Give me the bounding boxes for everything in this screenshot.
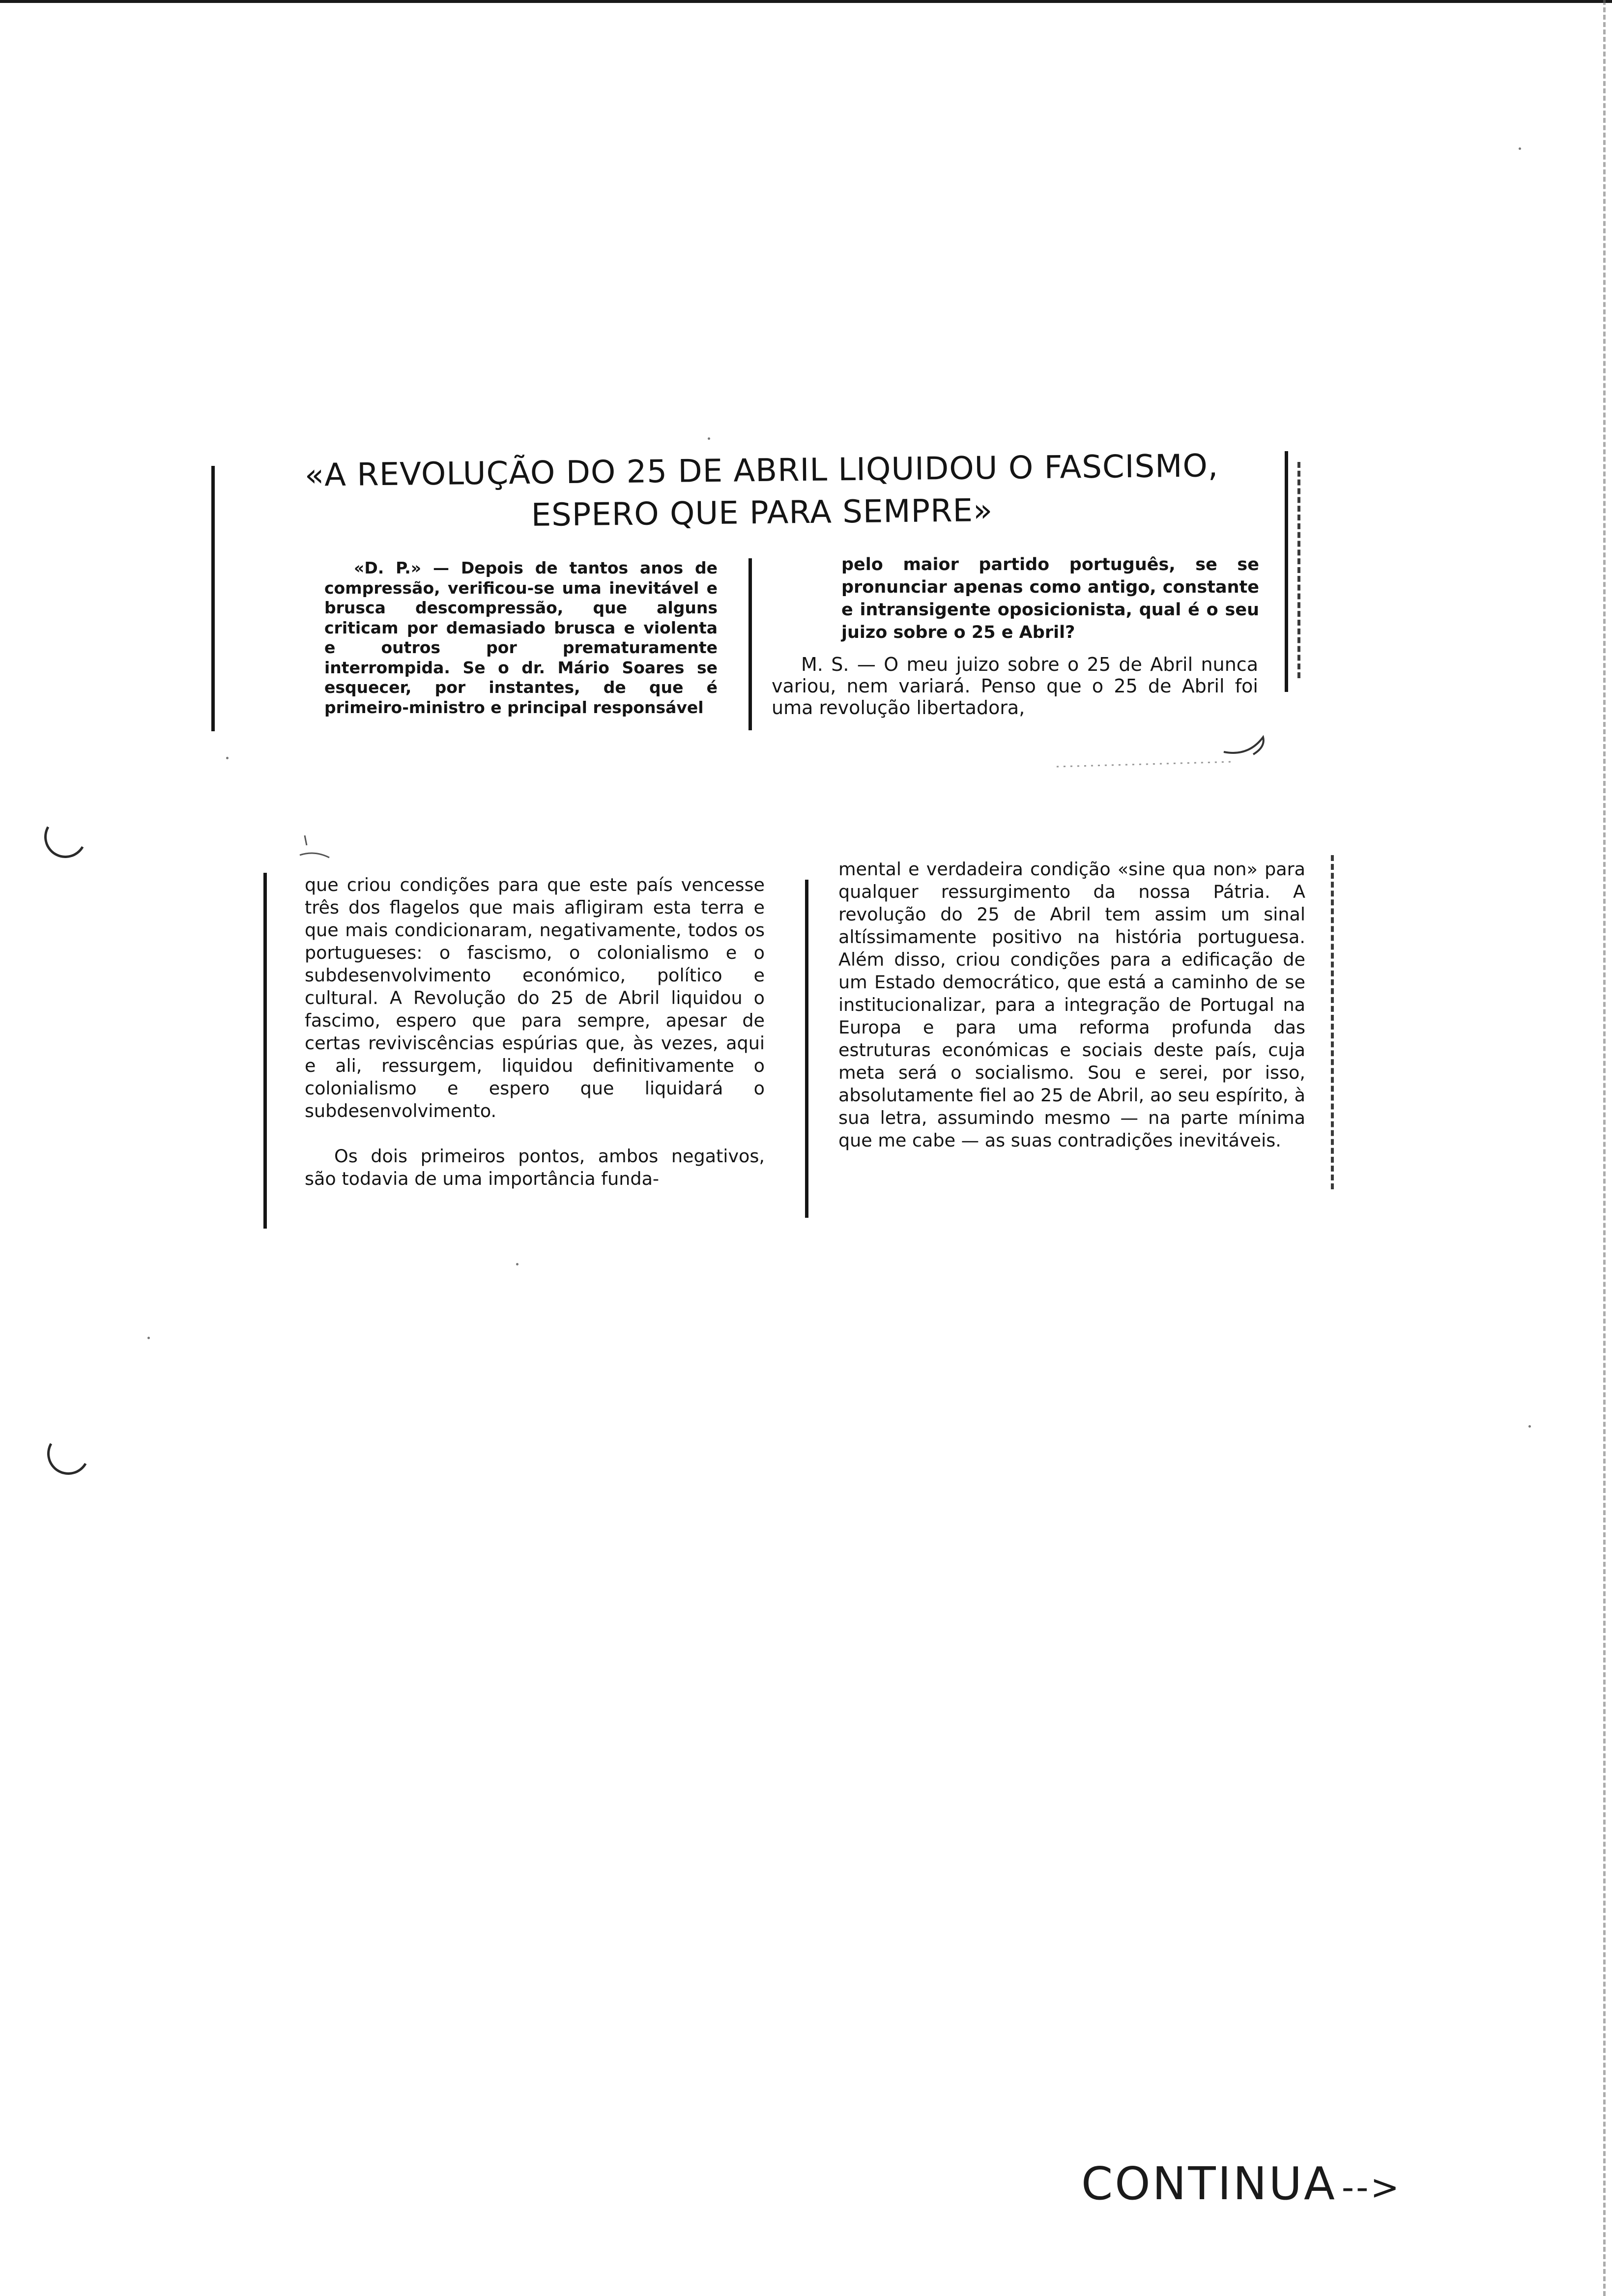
column-rule xyxy=(211,466,215,731)
column-rule xyxy=(748,558,752,730)
scan-mark xyxy=(295,831,339,865)
body-column-right xyxy=(838,858,1305,1152)
column-rule-dashed xyxy=(1331,855,1334,1189)
article-headline xyxy=(235,444,1288,540)
body-paragraph: Os dois primeiros pontos, ambos negativos, são todavia de uma importância funda- xyxy=(305,1146,765,1189)
continua-text: CONTINUA xyxy=(1081,2157,1337,2210)
column-rule xyxy=(805,880,808,1218)
answer-paragraph: M. S. — O meu juizo sobre o 25 de Abril nunca variou, nem variará. Penso que o 25 de Abril foi uma revolução libertadora, xyxy=(772,654,1258,718)
question-paragraph: pelo maior partido português, se se pronunciar apenas como antigo, constante e intransigente oposicionista, qual é o seu juizo sobre o 25 e Abril? xyxy=(841,555,1259,642)
punch-hole-mark xyxy=(39,811,91,862)
scan-speck xyxy=(1528,1425,1531,1428)
continua-label xyxy=(1081,2157,1401,2210)
column-rule-dashed xyxy=(1297,462,1300,678)
body-paragraph: mental e verdadeira condição «sine qua non» para qualquer ressurgimento da nossa Pátria. A revolução do 25 de Abril tem assim um sinal altíssimamente positivo na história portuguesa. Além disso, criou condições para a edificação de um Estado democrático, que está a caminho de se institucionalizar, para a integração de Portugal na Europa e para uma reforma profunda das estruturas económicas e sociais deste país, cuja meta será o socialismo. Sou e serei, por isso, absolutamente fiel ao 25 de Abril, ao seu espírito, à sua letra, assumindo mesmo — na parte mínima que me cabe — as suas contradições inevitáveis. xyxy=(838,859,1305,1151)
scan-speck xyxy=(516,1263,518,1265)
body-column-left xyxy=(305,874,765,1190)
column-rule xyxy=(263,873,267,1229)
question-paragraph: «D. P.» — Depois de tantos anos de compressão, verificou-se uma inevitável e brusca descompressão, que alguns criticam por demasiado brusca e violenta e outros por prematuramente interrompida. Se o dr. Mário Soares se esquecer, por instantes, de que é primeiro-ministro e principal responsável xyxy=(324,558,718,717)
scan-speck xyxy=(708,437,710,440)
headline-line-1: «A REVOLUÇÃO DO 25 DE ABRIL LIQUIDOU O FASCISMO, xyxy=(304,448,1219,494)
scan-speck xyxy=(147,1337,150,1339)
scan-speck xyxy=(1519,147,1521,150)
scan-speck xyxy=(226,757,229,759)
page-right-edge xyxy=(1603,0,1608,2296)
body-paragraph: que criou condições para que este país vencesse três dos flagelos que mais afligiram esta terra e que mais condicionaram, negativamente, todos os portugueses: o fascismo, o colonialismo e o subdesenvolvimento económico, político e cultural. A Revolução do 25 de Abril liquidou o fascimo, espero que para sempre, apesar de certas reviviscências espúrias que, às vezes, aqui e ali, ressurgem, liquidou definitivamente o colonialismo e espero que liquidará o subdesenvolvimento. xyxy=(305,874,765,1121)
interview-answer-opening xyxy=(772,654,1258,718)
interview-question-part-2 xyxy=(841,553,1259,644)
arrow-right-icon: --> xyxy=(1341,2167,1402,2208)
scan-mark xyxy=(1057,757,1234,772)
interview-question-part-1 xyxy=(324,558,718,718)
headline-line-2: ESPERO QUE PARA SEMPRE» xyxy=(531,492,993,534)
page-top-rule xyxy=(0,0,1612,3)
punch-hole-mark xyxy=(42,1428,94,1479)
